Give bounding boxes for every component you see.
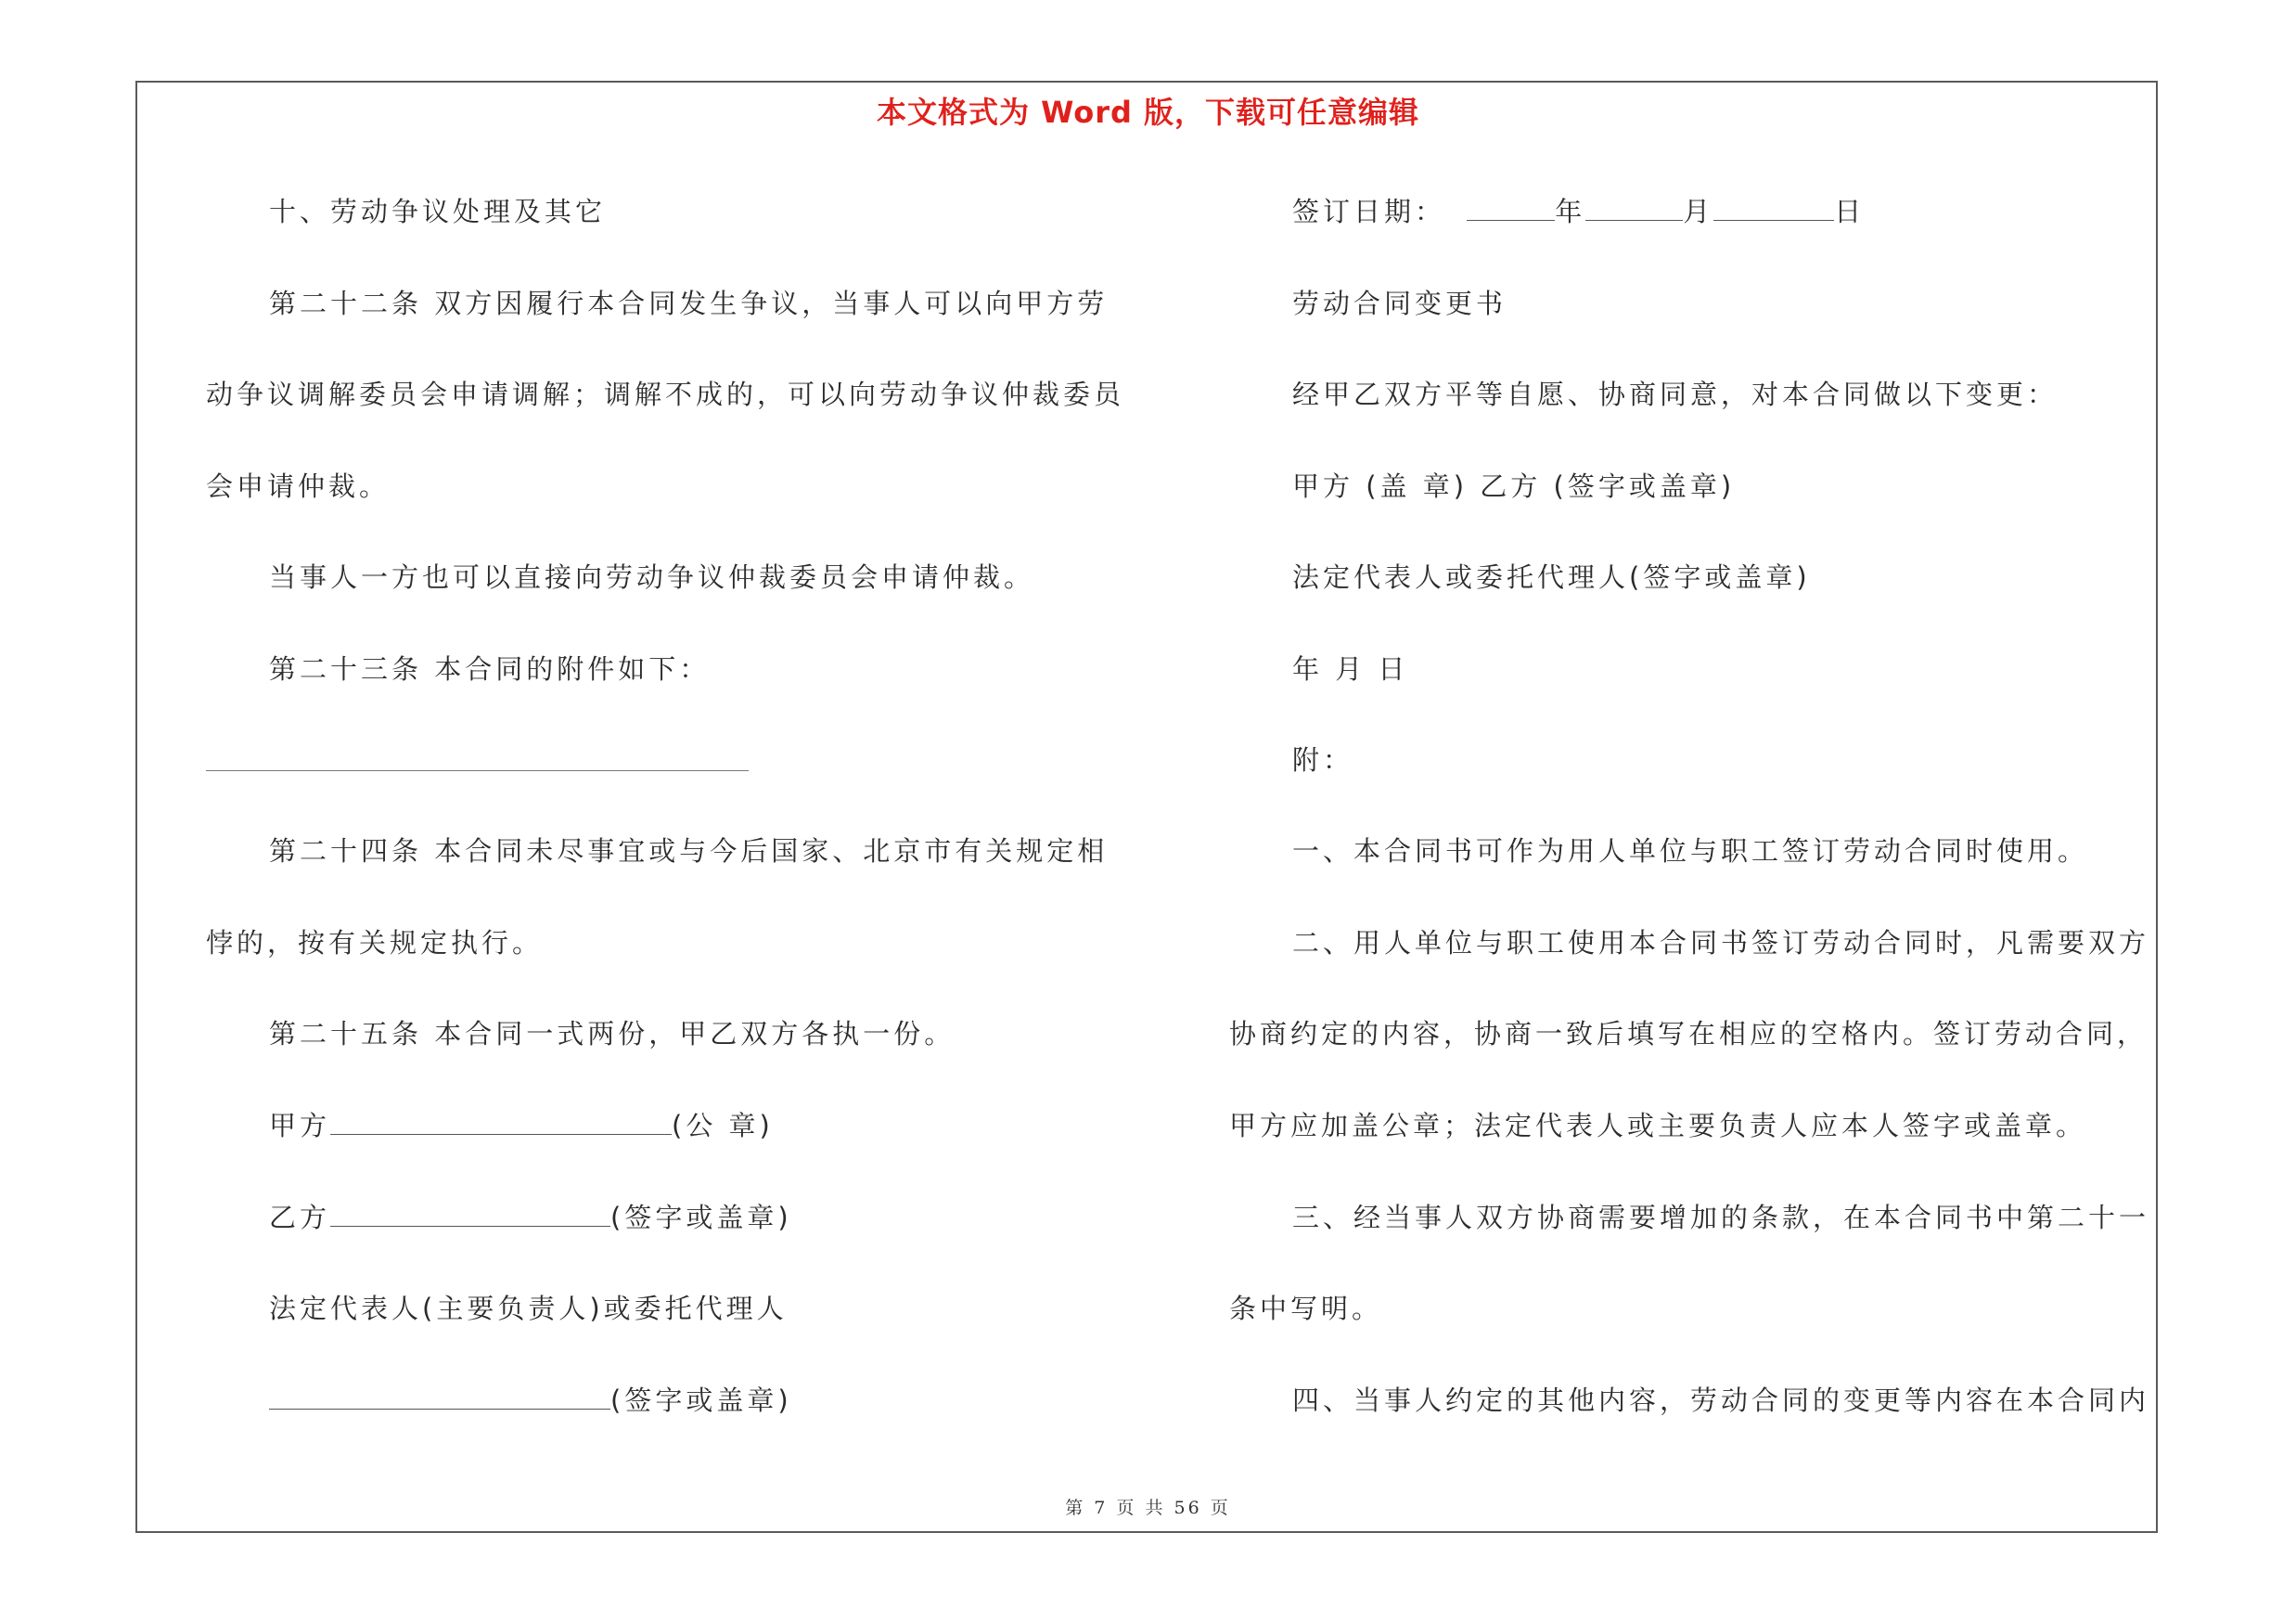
amendment-intro: 经甲乙双方平等自愿、协商同意，对本合同做以下变更： bbox=[1292, 379, 2059, 410]
article-24-line-1: 第二十四条 本合同未尽事宜或与今后国家、北京市有关规定相 bbox=[269, 835, 1109, 867]
article-22-line-1: 第二十二条 双方因履行本合同发生争议，当事人可以向甲方劳 bbox=[269, 288, 1109, 319]
party-b-sign-line bbox=[269, 1199, 792, 1236]
legal-rep-sign-label: (签字或盖章) bbox=[610, 1385, 792, 1416]
note-1: 一、本合同书可作为用人单位与职工签订劳动合同时使用。 bbox=[1292, 835, 2089, 867]
party-a-seal-label: (公 章) bbox=[672, 1110, 774, 1141]
note-2-line-2: 协商约定的内容，协商一致后填写在相应的空格内。签订劳动合同， bbox=[1229, 1018, 2148, 1050]
article-22-line-2: 动争议调解委员会申请调解；调解不成的，可以向劳动争议仲裁委员 bbox=[206, 379, 1125, 410]
attachment-blank-line bbox=[206, 770, 749, 771]
party-a-sign-line bbox=[269, 1107, 774, 1144]
amendment-date: 年 月 日 bbox=[1292, 653, 1409, 685]
article-22-line-3: 会申请仲裁。 bbox=[206, 470, 391, 502]
party-b-blank bbox=[330, 1202, 610, 1227]
page-number: 第 7 页 共 56 页 bbox=[1065, 1498, 1231, 1518]
signing-date-line bbox=[1292, 193, 1865, 230]
signing-date-label: 签订日期： bbox=[1292, 196, 1446, 227]
article-25: 第二十五条 本合同一式两份，甲乙双方各执一份。 bbox=[269, 1018, 956, 1050]
legal-rep-sign-line bbox=[269, 1382, 792, 1419]
article-23: 第二十三条 本合同的附件如下： bbox=[269, 653, 711, 685]
party-a-blank bbox=[330, 1110, 672, 1135]
day-blank bbox=[1713, 196, 1834, 221]
month-blank bbox=[1585, 196, 1683, 221]
party-a-label: 甲方 bbox=[269, 1110, 331, 1141]
day-label: 日 bbox=[1834, 196, 1866, 227]
format-banner: 本文格式为 Word 版，下载可任意编辑 bbox=[876, 95, 1420, 130]
note-4-line-1: 四、当事人约定的其他内容，劳动合同的变更等内容在本合同内 bbox=[1292, 1385, 2150, 1416]
amendment-rep: 法定代表人或委托代理人(签字或盖章) bbox=[1292, 561, 1811, 593]
party-b-sign-label: (签字或盖章) bbox=[610, 1202, 792, 1233]
amendment-title: 劳动合同变更书 bbox=[1292, 288, 1507, 319]
section-heading: 十、劳动争议处理及其它 bbox=[269, 196, 607, 227]
amendment-parties: 甲方 (盖 章) 乙方 (签字或盖章) bbox=[1292, 470, 1736, 502]
appendix-heading: 附： bbox=[1292, 744, 1354, 776]
note-2-line-3: 甲方应加盖公章；法定代表人或主要负责人应本人签字或盖章。 bbox=[1229, 1110, 2087, 1141]
note-3-line-1: 三、经当事人双方协商需要增加的条款，在本合同书中第二十一 bbox=[1292, 1202, 2150, 1233]
note-2-line-1: 二、用人单位与职工使用本合同书签订劳动合同时，凡需要双方 bbox=[1292, 927, 2150, 959]
article-24-line-2: 悖的，按有关规定执行。 bbox=[206, 927, 544, 959]
note-3-line-2: 条中写明。 bbox=[1229, 1293, 1383, 1324]
month-label: 月 bbox=[1683, 196, 1714, 227]
legal-rep-label: 法定代表人(主要负责人)或委托代理人 bbox=[269, 1293, 788, 1324]
year-blank bbox=[1467, 196, 1555, 221]
article-22-para-2: 当事人一方也可以直接向劳动争议仲裁委员会申请仲裁。 bbox=[269, 561, 1035, 593]
legal-rep-blank bbox=[269, 1385, 610, 1410]
party-b-label: 乙方 bbox=[269, 1202, 331, 1233]
year-label: 年 bbox=[1555, 196, 1586, 227]
